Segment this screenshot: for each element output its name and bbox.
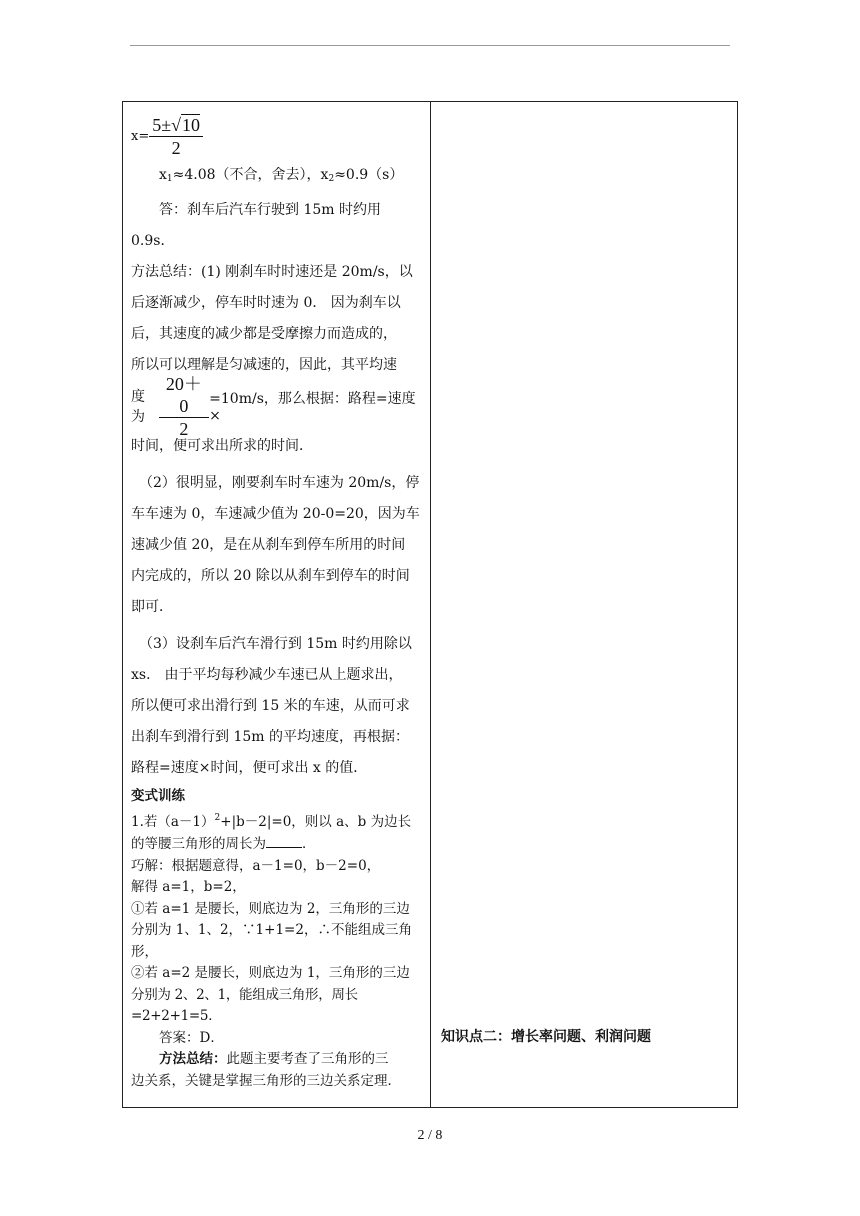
avg-speed-fraction: $\frac{20+0}{2}$: [159, 373, 209, 440]
left-cell: [131, 116, 425, 1092]
knowledge-point-heading: 知识点二：增长率问题、利润问题: [441, 1029, 651, 1045]
part2-line: 车车速为 0，车速减少值为 20-0=20，因为车: [131, 506, 420, 522]
part2-line: （2）很明显，刚要刹车时车速为 20m/s，停: [139, 475, 420, 491]
answer-blank: [266, 833, 302, 848]
part2-line: 即可．: [131, 599, 173, 615]
method-line: 时间，便可求出所求的时间．: [131, 438, 313, 454]
answer-d: 答案：D．: [159, 1029, 224, 1046]
variant-title: 变式训练: [131, 788, 185, 804]
part2-line: 内完成的，所以 20 除以从刹车到停车的时间: [131, 568, 410, 584]
part3-line: 所以便可求出滑行到 15 米的车速，从而可求: [131, 698, 410, 714]
method-line: 方法总结：(1) 刚刹车时时速还是 20m/s，以: [131, 264, 413, 280]
summary-line: 方法总结：此题主要考查了三角形的三: [159, 1051, 389, 1067]
answer-line: 答：刹车后汽车行驶到 15m 时约用 0.9s．: [131, 202, 381, 249]
part3-line: 出刹车到滑行到 15m 的平均速度，再根据：: [131, 729, 409, 745]
avg-speed-line: 度为 $\frac{20+0}{2}$ =10m/s，那么根据：路程=速度×: [131, 373, 416, 439]
case-line: ②若 a=2 是腰长，则底边为 1，三角形的三边: [131, 965, 410, 981]
case-line: 形，: [131, 943, 158, 960]
solution-line: 解得 a=1，b=2，: [131, 879, 246, 895]
summary-line: 边关系，关键是掌握三角形的三边关系定理．: [131, 1072, 401, 1089]
content-table: [122, 101, 738, 1108]
method-line: 后逐渐减少，停车时时速为 0． 因为刹车以: [131, 295, 401, 311]
formula-x: x= $\frac{5\pm√10}{2}$: [131, 114, 425, 158]
column-divider: [430, 102, 431, 1107]
variant-question: 的等腰三角形的周长为 ．: [131, 833, 425, 856]
formula-fraction: $\frac{5\pm√10}{2}$: [149, 114, 203, 159]
part2-line: 速减少值 20，是在从刹车到停车所用的时间: [131, 537, 406, 553]
case-line: 分别为 1、1、2，∵1+1=2，∴不能组成三角: [131, 922, 412, 938]
method-line: 后，其速度的减少都是受摩擦力而造成的，: [131, 326, 397, 342]
part3-line: 路程=速度×时间，便可求出 x 的值．: [131, 760, 368, 776]
page-number: 2 / 8: [417, 1128, 443, 1143]
header-rule: [130, 45, 730, 46]
right-cell: [441, 102, 731, 1107]
case-line: ①若 a=1 是腰长，则底边为 2，三角形的三边: [131, 900, 410, 917]
variant-question: 1.若$(a-1)^2+|b-2|=0$，则以 a、b 为边长: [131, 812, 412, 830]
method-line: 所以可以理解是匀减速的，因此，其平均速: [131, 357, 397, 373]
solution-line: 巧解：根据题意得，a－1=0，b－2=0，: [131, 857, 381, 874]
part3-line: （3）设刹车后汽车滑行到 15m 时约用除以: [139, 636, 412, 652]
roots-line: $x_1\approx 4.08$（不合，舍去），$x_2\approx 0.9(s)$: [159, 167, 404, 184]
case-line: 分别为 2、2、1，能组成三角形，周长=2+2+1=5．: [131, 986, 358, 1024]
part3-line: xs． 由于平均每秒减少车速已从上题求出，: [131, 667, 403, 683]
